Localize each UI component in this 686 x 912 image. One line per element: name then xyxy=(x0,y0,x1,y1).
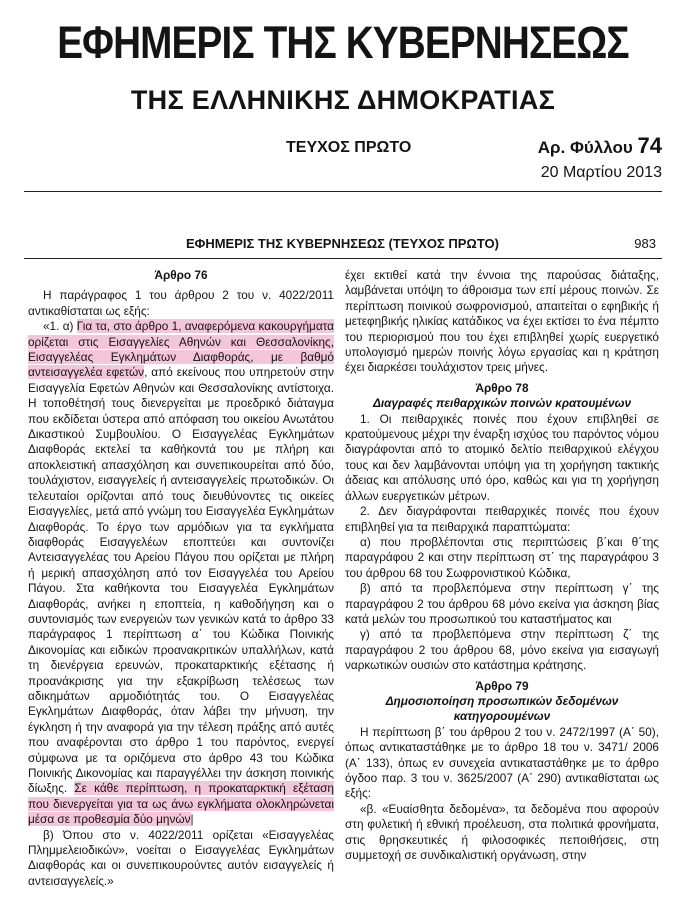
article-78-paragraph-1: 1. Οι πειθαρχικές ποινές που έχουν επιβληθεί σε κρατούμενους μέχρι την έναρξη ισχύος του παρόντος νόμου διαγράφονται από το ατομικό δελτίο πειθαρχικού ελέγχου τους και δεν λαμβάνονται υπόψη για τη χορήγηση τακτικής άδειας και απόλυσης υπό όρο, καθώς και για τη χορήγηση άλλων ευεργετικών μέτρων. xyxy=(345,411,659,503)
issue-date: 20 Μαρτίου 2013 xyxy=(540,164,662,181)
article-79-paragraph-1: Η περίπτωση β΄ του άρθρου 2 του ν. 2472/1997 (Α΄ 50), όπως αντικαταστάθηκε με το άρθρο 18 του ν. 3471/ 2006 (Α΄ 133), όπως εν συνεχεία αντικαταστάθηκε με το άρθρο όγδοο παρ. 3 του ν. 3625/2007 (Α΄ 290) αντικαθίσταται ως εξής: xyxy=(345,724,659,801)
article-78-item-c: γ) από τα προβλεπόμενα στην περίπτωση ζ΄ της παραγράφου 2 του άρθρου 68, μόνο εκείνα για εισαγωγή ναρκωτικών ουσιών στο κατάστημα κράτησης. xyxy=(345,627,659,673)
paragraph-a-text: , από εκείνους που υπηρετούν στην Εισαγγελία Εφετών Αθηνών και Θεσσαλονίκης αντίστοιχα. Η τοποθέτησή τους διενεργείται με προεδρικό διάταγμα που εκδίδεται ύστερα από απόφαση του οικείου Ανωτάτου Δικαστικού Συμβουλίου. Ο Εισαγγελέας Εγκλημάτων Διαφθοράς εκτελεί τα καθήκοντά του με πλήρη και αποκλειστική απασχόληση και συνεπικουρείται από δύο, τουλάχιστον, εισαγγελείς ή αντεισαγγελείς πρωτοδικών. Οι τελευταίοι ορίζονται από τους διευθύνοντες τις οικείες Εισαγγελίες, μετά από γνώμη του Εισαγγελέα Εγκλημάτων Διαφθοράς. Το έργο των αρμόδιων για τα εγκλήματα διαφθοράς Εισαγγελέων εποπτεύει και συντονίζει Αντεισαγγελέας του Αρείου Πάγου που ορίζεται με πλήρη ή μερική απασχόληση από τον Εισαγγελέα του Αρείου Πάγου. Στα καθήκοντα του Εισαγγελέα Εγκλημάτων Διαφθοράς, ανήκει η εποπτεία, η καθοδήγηση και ο συντονισμός των ενεργειών των γενικών κατά το άρθρο 33 παράγραφος 1 περίπτωση α΄ του Κώδικα Ποινικής Δικονομίας και ειδικών προανακριτικών υπαλλήλων, κατά τη διενέργεια ερευνών, προκαταρκτικής εξέτασης ή προανάκρισης για την εξακρίβωση τελέσεως των αδικημάτων αρμοδιότητάς του. Ο Εισαγγελέας Εγκλημάτων Διαφθοράς, όταν λάβει την μήνυση, την έγκληση ή την αναφορά για την τέλεση πράξης από αυτές που αναφέρονται στο άρθρο 1 του παρόντος, ενεργεί σύμφωνα με τα οριζόμενα στο άρθρο 43 του Κώδικα Ποινικής Δικονομίας και παραγγέλλει την άσκηση ποινικής δίωξης. xyxy=(28,365,334,796)
article-78-heading: Άρθρο 78 xyxy=(475,380,529,395)
highlight-two-month-deadline[interactable]: Σε κάθε περίπτωση, η προκαταρκτική εξέταση που διενεργείται για τα ως άνω εγκλήματα ολοκληρώνεται μέσα σε προθεσμία δύο μηνών xyxy=(28,781,334,827)
issue-label: ΤΕΥΧΟΣ ΠΡΩΤΟ xyxy=(286,139,412,156)
quote-start: «1. α) xyxy=(43,319,77,334)
text-cursor: | xyxy=(190,812,194,827)
article-78-paragraph-2: 2. Δεν διαγράφονται πειθαρχικές ποινές που έχουν επιβληθεί για τα πειθαρχικά παραπτώματα: xyxy=(345,504,659,534)
masthead-divider xyxy=(24,191,662,192)
article-78-item-b: β) από τα προβλεπόμενα στην περίπτωση γ΄ της παραγράφου 2 του άρθρου 68 μόνο εκείνα για άσκηση βίας κατά μελών του προσωπικού του καταστήματος και xyxy=(345,581,659,626)
left-column xyxy=(28,268,334,889)
running-header-divider xyxy=(24,258,662,259)
article-79-title: Δημοσιοποίηση προσωπικών δεδομένων κατηγορουμένων xyxy=(385,693,619,724)
article-77-continuation: έχει εκτιθεί κατά την έννοια της παρούσας διάταξης, λαμβάνεται υπόψη το άθροισμα των επί μέρους ποινών. Σε περίπτωση ποινικού σωφρονισμού, απαιτείται ο εφηβικής ή μετεφηβικής ηλικίας κατάδικος να έχει εκτίσει το ένα πέμπτο του περιορισμού που του έχει επιβληθεί χωρίς ευεργετικό υπολογισμό ημερών ποινής λόγω εργασίας και η κράτηση έχει διαρκέσει τουλάχιστον τρεις μήνες. xyxy=(345,268,659,375)
running-header-title: ΕΦΗΜΕΡΙΣ ΤΗΣ ΚΥΒΕΡΝΗΣΕΩΣ (ΤΕΥΧΟΣ ΠΡΩΤΟ) xyxy=(186,236,499,251)
masthead-title: ΕΦΗΜΕΡΙΣ ΤΗΣ ΚΥΒΕΡΝΗΣΕΩΣ xyxy=(57,17,629,68)
article-76-paragraph-b: β) Όπου στο ν. 4022/2011 ορίζεται «Εισαγγελέας Πλημμελειοδικών», νοείται ο Εισαγγελέας Εγκλημάτων Διαφθοράς και οι συνεπικουρούντες αυτόν εισαγγελείς ή αντεισαγγελείς.» xyxy=(28,827,334,888)
sheet-label: Αρ. Φύλλου xyxy=(537,138,633,157)
page-number: 983 xyxy=(634,236,656,251)
article-76-heading: Άρθρο 76 xyxy=(154,268,208,282)
article-76-intro: Η παράγραφος 1 του άρθρου 2 του ν. 4022/2011 αντικαθίσταται ως εξής: xyxy=(28,288,334,318)
sheet-number-block xyxy=(538,134,662,160)
highlight-prosecutor-appointment[interactable]: Για τα, στο άρθρο 1, αναφερόμενα κακουργήματα ορίζεται στις Εισαγγελίες Αθηνών και Θεσσαλονίκης, Εισαγγελέας Εγκλημάτων Διαφθοράς, με βαθμό αντεισαγγελέα εφετών xyxy=(28,319,334,380)
article-79-paragraph-2: «β. «Ευαίσθητα δεδομένα», τα δεδομένα που αφορούν στη φυλετική ή εθνική προέλευση, στα πολιτικά φρονήματα, στις θρησκευτικές ή φιλοσοφικές πεποιθήσεις, στη συμμετοχή σε συνδικαλιστική οργάνωση, στην xyxy=(345,801,659,863)
right-column xyxy=(345,268,659,863)
article-78-title: Διαγραφές πειθαρχικών ποινών κρατουμένων xyxy=(372,396,632,411)
article-78-item-a: α) που προβλέπονται στις περιπτώσεις β΄και θ΄της παραγράφου 2 και στην περίπτωση στ΄ της παραγράφου 3 του άρθρου 68 του Σωφρονιστικού Κώδικα, xyxy=(345,534,659,580)
article-76-paragraph-a xyxy=(28,319,334,827)
masthead-subtitle: ΤΗΣ ΕΛΛΗΝΙΚΗΣ ΔΗΜΟΚΡΑΤΙΑΣ xyxy=(130,85,556,115)
sheet-number: 74 xyxy=(637,133,662,158)
article-79-heading: Άρθρο 79 xyxy=(475,678,529,693)
